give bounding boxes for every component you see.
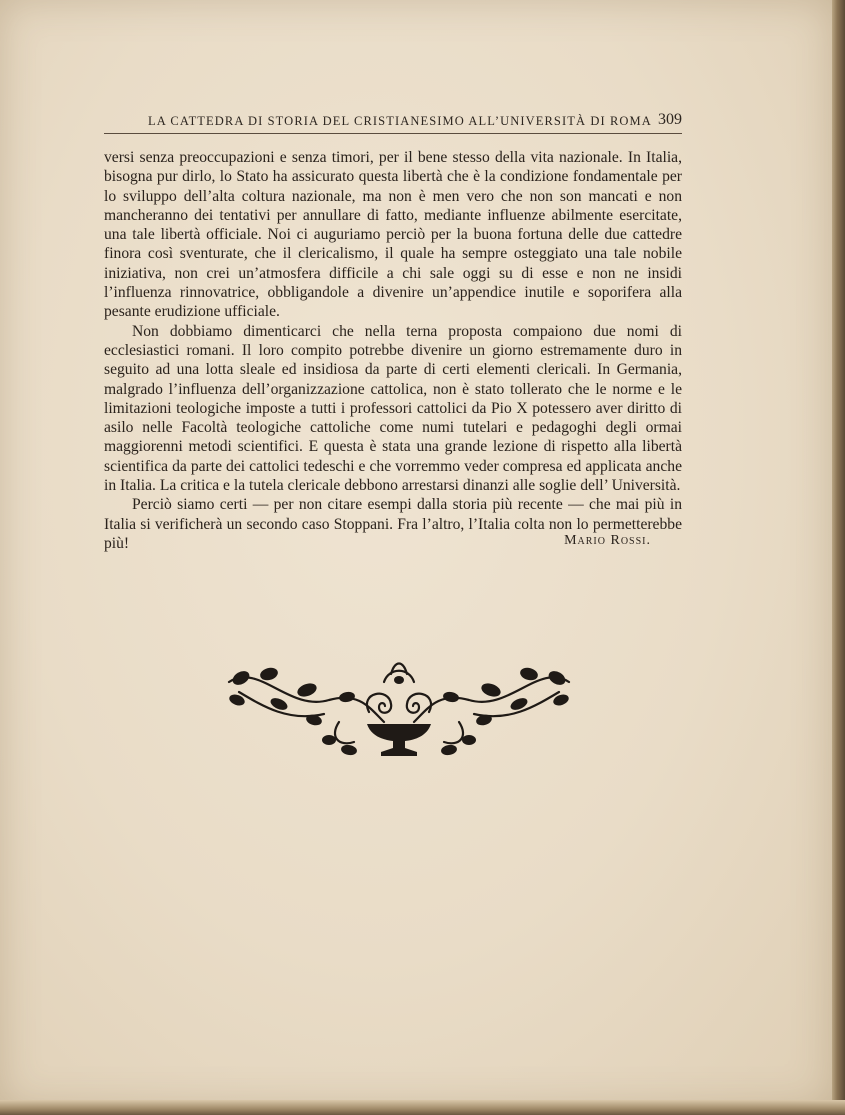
running-title: LA CATTEDRA DI STORIA DEL CRISTIANESIMO ALL’UNIVERSITÀ DI ROMA (148, 114, 652, 128)
article-body (104, 148, 682, 553)
page-bottom-edge (0, 1100, 845, 1115)
vase-with-vines-ornament-icon (219, 652, 579, 760)
paragraph: Non dobbiamo dimenticarci che nella terna proposta compaiono due nomi di ecclesiastici romani. Il loro compito potrebbe divenire un giorno estremamente duro in seguito ad una lotta sleale ed insidiosa da parte di certi elementi clericali. In Germania, malgrado l’influenza dell’organizzazione cattolica, non è stato tollerato che le norme e le limitazioni teologiche imposte a tutti i professori cattolici da Pio X potessero aver diritto di asilo nelle Facoltà teologiche cattoliche come numi tutelari e pedagoghi degli ormai maggiorenni metodi scientifici. E questa è stata una grande lezione di rispetto alla libertà scientifica da parte dei cattolici tedeschi e che vorremmo veder compresa ed applicata anche in Italia. La critica e la tutela clericale debbono arrestarsi dinanzi alle soglie dell’ Università. (104, 322, 682, 495)
header-rule (104, 133, 682, 134)
running-header (104, 111, 682, 133)
author-signature: Mario Rossi. (564, 533, 651, 548)
paragraph-continued: versi senza preoccupazioni e senza timori, per il bene stesso della vita nazionale. In Italia, bisogna pur dirlo, lo Stato ha assicurato questa libertà che è la condizione fondamentale per lo sviluppo dell’alta coltura nazionale, ma non è men vero che non son mancati e non mancheranno dei tentativi per annullare di fatto, mediante influenze abilmente esercitate, una tale libertà officiale. Noi ci auguriamo perciò per la buona fortuna delle due cattedre finora così sventurate, che il clericalismo, il quale ha sempre osteggiato una tale nobile iniziativa, non crei un’atmosfera difficile a chi sale oggi su di esse e non ne insidi l’influenza rinnovatrice, obbligandole a divenire un’appendice inutile e soporifera alla pesante erudizione ufficiale. (104, 149, 682, 321)
page-number: 309 (658, 111, 682, 128)
paragraph: Perciò siamo certi — per non citare esempi dalla storia più recente — che mai più in Italia si verificherà un secondo caso Stoppani. Fra l’altro, l’Italia colta non lo permetterebbe più! (104, 496, 682, 552)
page-stack-edge (832, 0, 845, 1115)
